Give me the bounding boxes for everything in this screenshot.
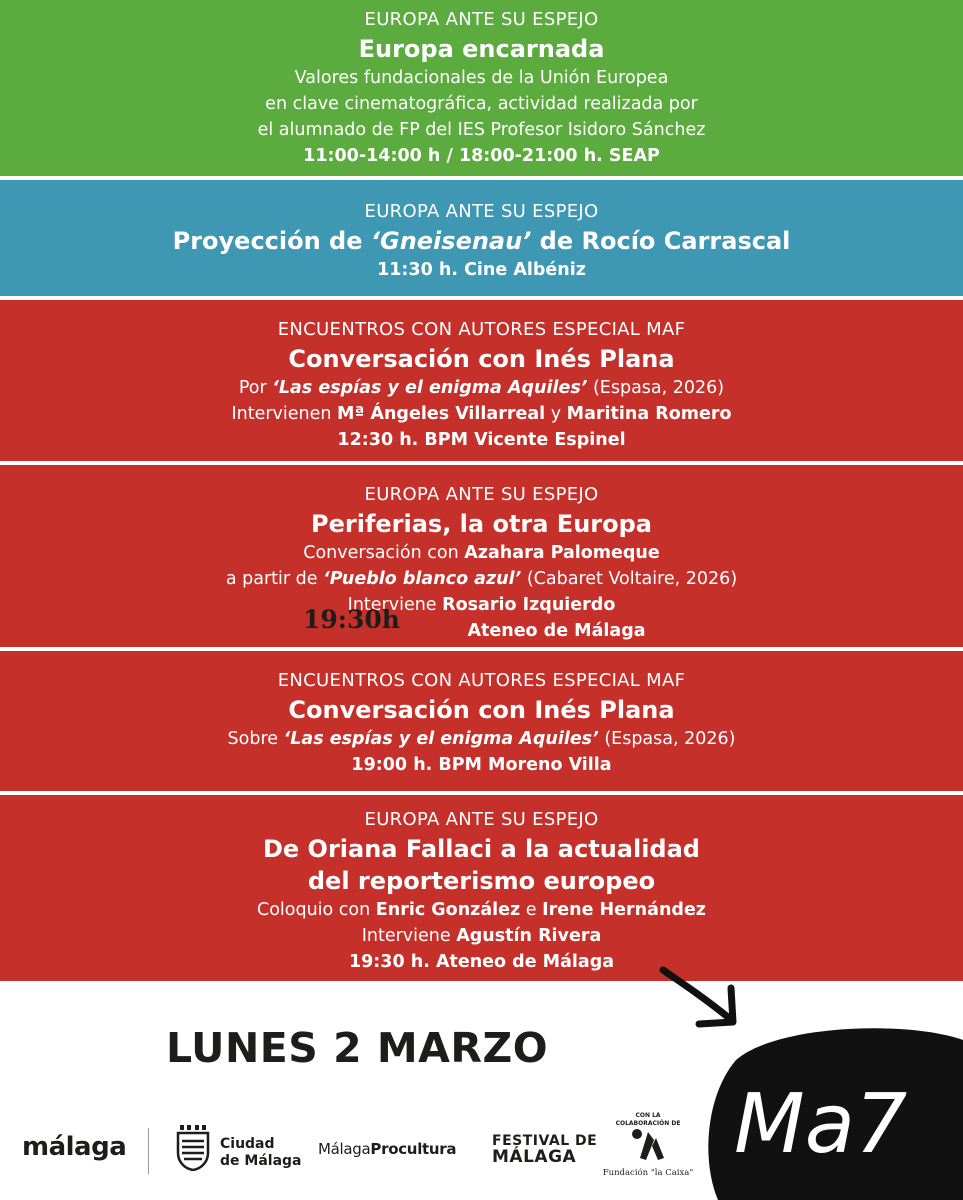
event-title: Periferias, la otra Europa — [311, 510, 652, 538]
event-title: Europa encarnada — [358, 35, 605, 63]
text: Interviene — [347, 595, 443, 615]
logo-text: FESTIVAL DE — [492, 1133, 598, 1149]
event-book-line — [0, 375, 963, 401]
logo-text: Fundación "la Caixa" — [602, 1168, 694, 1178]
text: e — [520, 900, 543, 920]
participant-name: Rosario Izquierdo — [442, 595, 616, 615]
book-title: ‘Las espías y el enigma Aquiles’ — [272, 378, 588, 398]
event-time-place: 19:30 h. Ateneo de Málaga — [348, 952, 615, 972]
logo-text: Ciudad — [220, 1136, 275, 1152]
participant-name: Maritina Romero — [566, 404, 732, 424]
participant-name: Azahara Palomeque — [464, 543, 660, 563]
event-ines-plana-1 — [0, 300, 963, 461]
event-title: del reporterismo europeo — [307, 867, 656, 895]
logo-text: Procultura — [370, 1140, 457, 1158]
book-title: ‘Las espías y el enigma Aquiles’ — [283, 729, 599, 749]
date-heading: LUNES 2 MARZO — [166, 1024, 549, 1072]
event-category: EUROPA ANTE SU ESPEJO — [364, 484, 599, 505]
film-title: ‘Gneisenau’ — [370, 227, 532, 255]
event-book-line — [0, 726, 963, 752]
logo-text: Málaga — [318, 1140, 371, 1158]
text: (Espasa, 2026) — [598, 729, 736, 749]
participant-name: Irene Hernández — [542, 900, 706, 920]
text: (Cabaret Voltaire, 2026) — [521, 569, 738, 589]
event-periferias — [0, 465, 963, 647]
event-europa-encarnada — [0, 0, 963, 176]
event-time-place: 12:30 h. BPM Vicente Espinel — [337, 430, 626, 450]
text: a partir de — [225, 569, 324, 589]
festival-malaga-logo — [492, 1134, 597, 1166]
event-conversation-line — [0, 897, 963, 923]
text: Coloquio con — [256, 900, 376, 920]
handwritten-time — [303, 605, 400, 634]
event-title: Conversación con Inés Plana — [288, 345, 675, 373]
text: Sobre — [227, 729, 284, 749]
malaga-procultura-logo — [318, 1140, 456, 1158]
malaga-logo: málaga — [22, 1132, 127, 1162]
handwritten-label: Ma7 — [734, 1077, 908, 1172]
event-description-line: Valores fundacionales de la Unión Europea — [294, 68, 669, 88]
event-time-place: 19:00 h. BPM Moreno Villa — [351, 755, 612, 775]
event-category: EUROPA ANTE SU ESPEJO — [364, 201, 599, 222]
event-description-line: el alumnado de FP del IES Profesor Isidoro Sánchez — [257, 120, 706, 140]
handwritten-blob — [706, 1020, 963, 1200]
participant-name: Mª Ángeles Villarreal — [337, 404, 546, 424]
text: Por — [238, 378, 273, 398]
logo-text: COLABORACIÓN DE — [615, 1120, 681, 1127]
event-category: ENCUENTROS CON AUTORES ESPECIAL MAF — [277, 319, 686, 340]
participant-name: Enric González — [375, 900, 521, 920]
caixa-star-icon — [628, 1128, 668, 1162]
event-category: ENCUENTROS CON AUTORES ESPECIAL MAF — [277, 670, 686, 691]
event-place: Ateneo de Málaga — [467, 621, 646, 641]
logo-text: de Málaga — [220, 1153, 302, 1169]
logo-divider — [148, 1128, 149, 1174]
logo-text: CON LA — [635, 1112, 661, 1119]
event-description-line: en clave cinematográfica, actividad realizada por — [265, 94, 698, 114]
ciudad-malaga-logo — [220, 1136, 301, 1170]
event-conversation-line — [0, 540, 963, 566]
title-text: de Rocío Carrascal — [531, 227, 791, 255]
event-title: Conversación con Inés Plana — [288, 696, 675, 724]
logo-text: MÁLAGA — [492, 1147, 577, 1167]
book-title: ‘Pueblo blanco azul’ — [323, 569, 522, 589]
text: Conversación con — [303, 543, 465, 563]
event-oriana-fallaci — [0, 795, 963, 981]
title-text: Proyección de — [172, 227, 371, 255]
event-participants-line — [0, 401, 963, 427]
event-participants-line — [0, 923, 963, 949]
event-time-place: 11:00-14:00 h / 18:00-21:00 h. SEAP — [303, 146, 660, 166]
event-gneisenau — [0, 180, 963, 296]
city-shield-icon — [176, 1125, 210, 1171]
participant-name: Agustín Rivera — [456, 926, 602, 946]
event-ines-plana-2 — [0, 651, 963, 791]
text: Interviene — [361, 926, 457, 946]
text: (Espasa, 2026) — [587, 378, 725, 398]
text: Intervienen — [231, 404, 338, 424]
event-participants-line — [0, 592, 963, 618]
text: y — [545, 404, 567, 424]
handwritten-time-text: 19:30h — [303, 605, 400, 634]
event-title — [0, 225, 963, 257]
event-title: De Oriana Fallaci a la actualidad — [262, 835, 700, 863]
fundacion-la-caixa-logo — [598, 1112, 698, 1178]
event-category: EUROPA ANTE SU ESPEJO — [364, 809, 599, 830]
event-category: EUROPA ANTE SU ESPEJO — [364, 9, 599, 30]
event-time-place: 11:30 h. Cine Albéniz — [377, 260, 586, 280]
event-book-line — [0, 566, 963, 592]
